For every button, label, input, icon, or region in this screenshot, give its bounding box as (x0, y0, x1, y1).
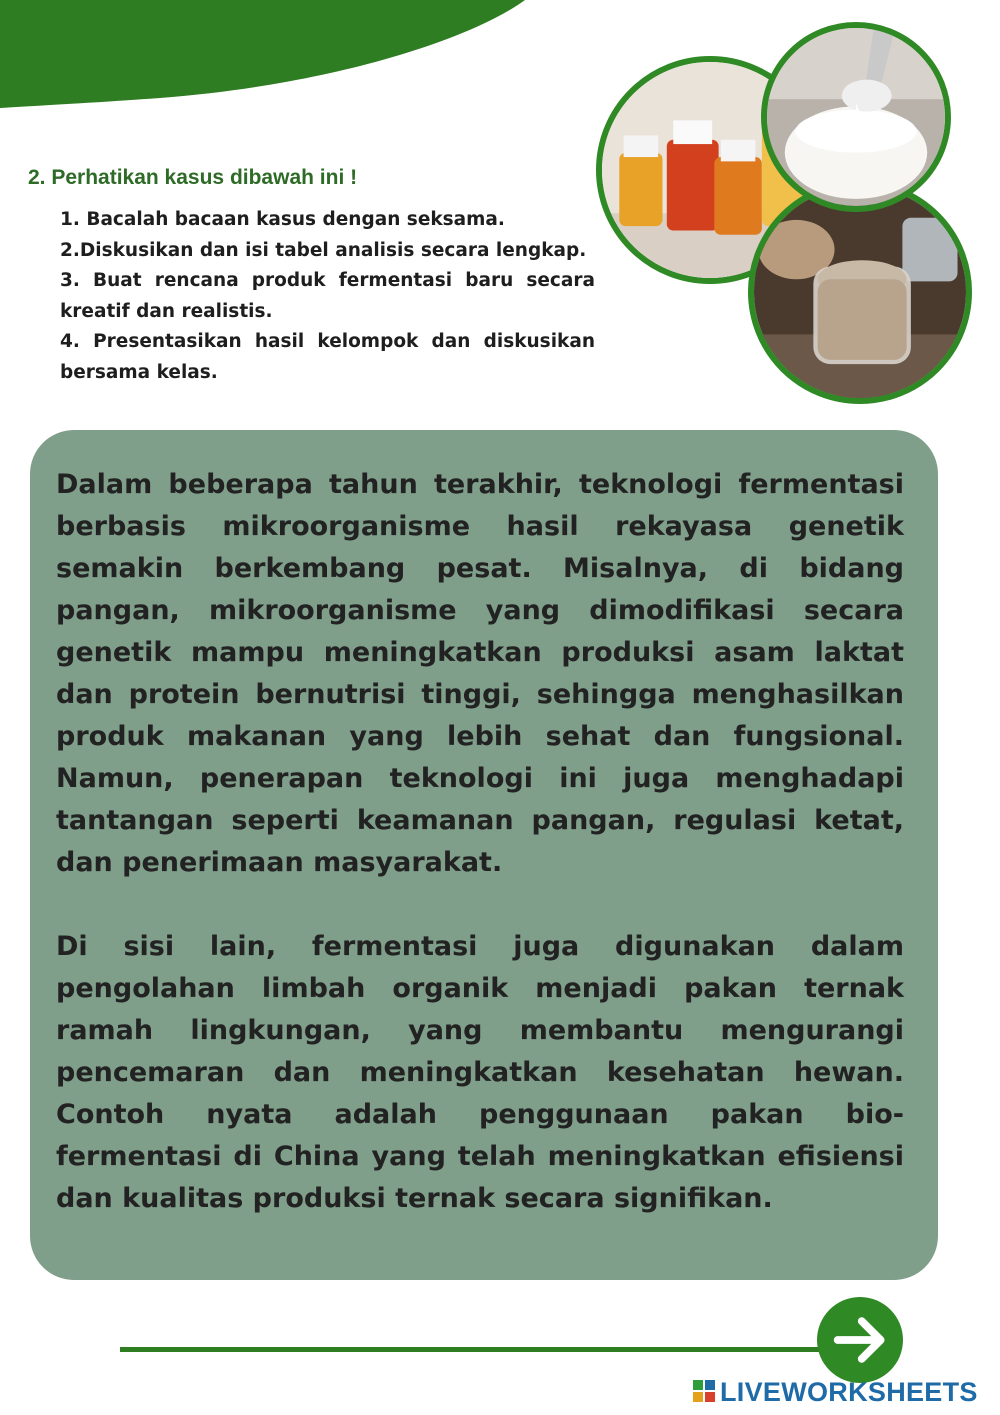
case-paragraph-2: Di sisi lain, fermentasi juga digunakan dalam pengolahan limbah organik menjadi pakan ternak ramah lingkungan, yang membantu mengurangi pencemaran dan meningkatkan kesehatan hewan. Contoh nyata adalah penggunaan pakan bio-fermentasi di China yang telah meningkatkan efisiensi dan kualitas produksi ternak secara signifikan. (56, 931, 904, 1214)
instruction-list (60, 205, 595, 388)
section-heading: 2. Perhatikan kasus dibawah ini ! (28, 166, 358, 189)
next-button[interactable] (817, 1297, 903, 1383)
logo-text: LIVEWORKSHEETS (720, 1376, 978, 1407)
arrow-right-icon (817, 1297, 903, 1383)
instruction-2: 2.Diskusikan dan isi tabel analisis secara lengkap. (60, 239, 587, 261)
instruction-3: 3. Buat rencana produk fermentasi baru secara kreatif dan realistis. (60, 270, 595, 322)
instruction-4: 4. Presentasikan hasil kelompok dan diskusikan bersama kelas. (60, 331, 595, 383)
liveworksheets-logo (693, 1376, 978, 1408)
sourdough-starter-photo (748, 180, 972, 404)
liveworksheets-logo-icon (693, 1380, 717, 1404)
case-study-box (30, 430, 938, 1280)
bottom-divider (120, 1347, 830, 1352)
instruction-1: 1. Bacalah bacaan kasus dengan seksama. (60, 209, 505, 230)
top-green-wave (0, 0, 540, 120)
case-paragraph-1: Dalam beberapa tahun terakhir, teknologi fermentasi berbasis mikroorganisme hasil rekayasa genetik semakin berkembang pesat. Misalnya, di bidang pangan, mikroorganisme yang dimodifikasi secara genetik mampu meningkatkan produksi asam laktat dan protein bernutrisi tinggi, sehingga menghasilkan produk makanan yang lebih sehat dan fungsional. Namun, penerapan teknologi ini juga menghadapi tantangan seperti keamanan pangan, regulasi ketat, dan penerimaan masyarakat. (56, 469, 904, 878)
yogurt-photo (761, 22, 951, 212)
